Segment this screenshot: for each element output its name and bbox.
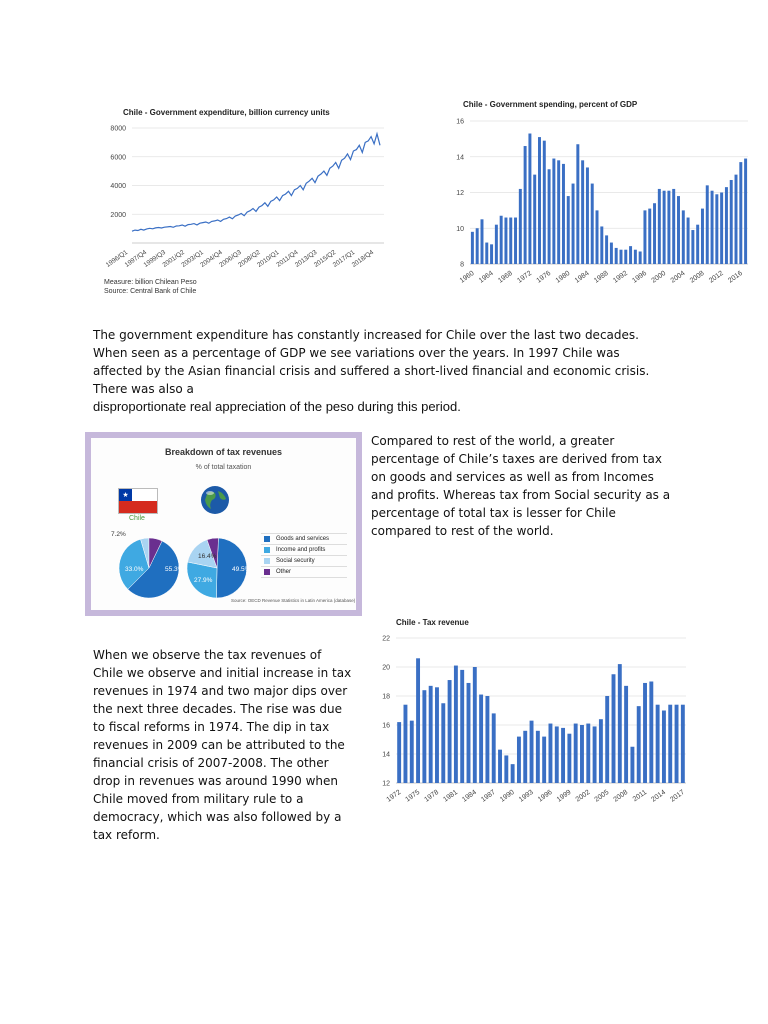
- legend-label-social: Social security: [276, 558, 315, 564]
- expenditure-source: Source: Central Bank of Chile: [104, 288, 197, 295]
- tax-revenue-ytick-label: 12: [382, 780, 390, 788]
- spending-bar: [538, 137, 541, 264]
- spending-bar: [620, 250, 623, 264]
- tax-revenue-ytick-label: 20: [382, 664, 390, 672]
- tax-revenue-bar: [504, 755, 508, 783]
- expenditure-xtick-label: 2010/Q1: [256, 248, 281, 269]
- spending-bar: [701, 209, 704, 264]
- tax-revenue-bar: [467, 683, 471, 783]
- spending-bar: [696, 225, 699, 264]
- spending-bar: [509, 218, 512, 264]
- spending-bar: [667, 191, 670, 264]
- spending-xtick-label: 1972: [516, 269, 534, 285]
- tax-revenue-bar: [555, 726, 559, 783]
- spending-bar: [543, 141, 546, 264]
- spending-bar: [691, 230, 694, 264]
- expenditure-xtick-label: 2013/Q3: [293, 248, 319, 269]
- tax-revenue-bar: [479, 695, 483, 783]
- expenditure-xtick-label: 2004/Q4: [199, 248, 224, 269]
- spending-bar: [557, 160, 560, 264]
- tax-revenue-bar: [498, 750, 502, 783]
- tax-breakdown-title: Breakdown of tax revenues: [164, 447, 283, 457]
- tax-revenue-bar: [630, 747, 634, 783]
- tax-revenue-xtick-label: 1999: [555, 788, 573, 804]
- tax-breakdown-figure: [85, 432, 362, 616]
- spending-ytick-label: 16: [456, 118, 464, 126]
- expenditure-xtick-label: 2001/Q2: [161, 248, 186, 269]
- tax-revenue-bar: [542, 737, 546, 783]
- tax-revenue-xtick-label: 2017: [669, 788, 686, 804]
- spending-bar: [629, 246, 632, 264]
- expenditure-ytick-label: 8000: [110, 125, 126, 133]
- tax-revenue-plot: [368, 628, 713, 823]
- expenditure-chart-title: Chile - Government expenditure, billion currency units: [123, 108, 330, 117]
- tax-revenue-xtick-label: 1984: [461, 788, 478, 804]
- spending-bar: [471, 232, 474, 264]
- spending-xtick-label: 1964: [477, 269, 495, 285]
- expenditure-xtick-label: 1997/Q4: [123, 248, 149, 269]
- tax-revenue-xtick-label: 1978: [423, 788, 441, 804]
- legend-item-goods: [261, 534, 347, 545]
- tax-revenue-bar: [429, 686, 433, 783]
- spending-bar: [639, 251, 642, 264]
- spending-bar: [643, 210, 646, 264]
- tax-revenue-xtick-label: 2008: [612, 788, 630, 804]
- spending-bar: [711, 191, 714, 264]
- tax-revenue-ytick-label: 18: [382, 693, 390, 701]
- tax-revenue-xtick-label: 2005: [593, 788, 611, 804]
- tax-revenue-bar: [649, 682, 653, 784]
- tax-revenue-bar: [536, 731, 540, 783]
- spending-bar: [615, 248, 618, 264]
- expenditure-series-line: [132, 134, 380, 231]
- spending-bar: [605, 235, 608, 264]
- tax-revenue-chart: [368, 610, 713, 820]
- tax-revenue-bar: [586, 724, 590, 783]
- spending-chart-title: Chile - Government spending, percent of GDP: [463, 100, 638, 109]
- pie-data-label: 27.9%: [194, 577, 213, 584]
- spending-bar: [725, 187, 728, 264]
- chile-flag-icon: ★: [118, 488, 158, 514]
- expenditure-xtick-label: 2008/Q2: [237, 248, 262, 269]
- spending-xtick-label: 2012: [708, 269, 725, 285]
- tax-revenue-xtick-label: 1996: [536, 788, 554, 804]
- spending-bar: [663, 191, 666, 264]
- tax-revenue-ytick-label: 16: [382, 722, 390, 730]
- spending-ytick-label: 8: [460, 261, 464, 269]
- spending-bar: [495, 225, 498, 264]
- tax-revenue-bar: [618, 664, 622, 783]
- spending-bar: [524, 146, 527, 264]
- spending-xtick-label: 1984: [573, 269, 591, 285]
- expenditure-xtick-label: 2006/Q3: [218, 248, 243, 269]
- legend-label-income: Income and profits: [276, 547, 326, 553]
- expenditure-xtick-label: 1996/Q1: [104, 248, 130, 269]
- tax-revenue-bar: [593, 726, 597, 783]
- tax-revenue-ytick-label: 14: [382, 751, 390, 759]
- spending-xtick-label: 1976: [535, 269, 553, 285]
- spending-xtick-label: 1960: [458, 269, 476, 285]
- spending-bar: [735, 175, 738, 264]
- spending-bar: [682, 210, 685, 264]
- tax-revenue-bar: [416, 658, 420, 783]
- tax-revenue-bar: [681, 705, 685, 783]
- legend-label-other: Other: [276, 569, 292, 575]
- pie-data-label: 33.0%: [125, 566, 144, 573]
- spending-bar: [648, 209, 651, 264]
- spending-bar: [519, 189, 522, 264]
- spending-xtick-label: 1980: [554, 269, 572, 285]
- paragraph-expenditure-part2: disproportionate real appreciation of the peso during this period.: [93, 399, 461, 414]
- spending-bar: [548, 169, 551, 264]
- legend-item-income: [261, 545, 347, 556]
- legend-label-goods: Goods and services: [276, 536, 330, 542]
- chile-label: Chile: [129, 515, 145, 522]
- tax-breakdown-subtitle: % of total taxation: [195, 464, 252, 471]
- expenditure-ytick-label: 6000: [110, 154, 126, 162]
- paragraph-expenditure-part1: The government expenditure has constantly increased for Chile over the last two decades. When seen as a percentage of GDP we see variations over the years. In 1997 Chile was affected by the Asian financial crisis and suffered a short-lived financial and economic crisis. There was also a: [93, 328, 650, 396]
- pie-data-label: 49.5%: [232, 566, 251, 573]
- tax-revenue-bar: [441, 703, 445, 783]
- tax-revenue-bar: [637, 706, 641, 783]
- paragraph-expenditure: [93, 326, 663, 416]
- tax-revenue-bar: [574, 724, 578, 783]
- spending-ytick-label: 12: [456, 190, 464, 197]
- tax-revenue-bar: [492, 713, 496, 783]
- spending-bar: [624, 250, 627, 264]
- spending-xtick-label: 1996: [631, 269, 649, 285]
- spending-bar: [528, 134, 531, 264]
- tax-revenue-xtick-label: 1990: [499, 788, 516, 804]
- spending-xtick-label: 2016: [727, 269, 744, 285]
- spending-bar: [634, 250, 637, 264]
- tax-breakdown-legend: [261, 533, 347, 578]
- spending-bar: [677, 196, 680, 264]
- legend-item-social: [261, 556, 347, 567]
- tax-revenue-bar: [530, 721, 534, 783]
- spending-bar: [476, 228, 479, 264]
- tax-revenue-bar: [662, 711, 666, 784]
- spending-plot: [440, 106, 750, 301]
- spending-xtick-label: 1992: [612, 269, 629, 285]
- spending-bar: [576, 144, 579, 264]
- expenditure-xtick-label: 2003/Q1: [180, 248, 205, 269]
- spending-bar: [715, 194, 718, 264]
- spending-bar: [533, 175, 536, 264]
- spending-bar: [730, 180, 733, 264]
- tax-revenue-bar: [511, 764, 515, 783]
- paragraph-tax-breakdown: Compared to rest of the world, a greater percentage of Chile’s taxes are derived from tax on goods and services as well as from Incomes and profits. Whereas tax from Social security as a percentage of total tax is lesser for Chile compared to rest of the world.: [371, 434, 671, 538]
- spending-xtick-label: 2008: [688, 269, 706, 285]
- tax-revenue-bar: [448, 680, 452, 783]
- tax-breakdown-source: Source: OECD Revenue Statistics in Latin America (database): [231, 598, 356, 603]
- spending-bar: [600, 226, 603, 264]
- expenditure-ytick-label: 2000: [110, 211, 126, 219]
- spending-xtick-label: 2004: [669, 269, 687, 285]
- spending-bar: [581, 160, 584, 264]
- tax-revenue-xtick-label: 1993: [517, 788, 535, 804]
- tax-revenue-chart-title: Chile - Tax revenue: [396, 618, 469, 627]
- spending-ytick-label: 14: [456, 154, 464, 162]
- spending-xtick-label: 1968: [497, 269, 514, 285]
- spending-bar: [567, 196, 570, 264]
- tax-revenue-bar: [675, 705, 679, 783]
- spending-bar: [586, 167, 589, 264]
- tax-revenue-bar: [612, 674, 616, 783]
- tax-revenue-xtick-label: 2014: [650, 788, 668, 804]
- tax-breakdown-pies: [91, 438, 356, 610]
- spending-bar: [596, 210, 599, 264]
- spending-chart: [440, 92, 750, 302]
- tax-revenue-bar: [485, 696, 489, 783]
- expenditure-xtick-label: 2018/Q4: [350, 248, 376, 269]
- tax-revenue-bar: [460, 670, 464, 783]
- spending-bar: [552, 159, 555, 264]
- spending-bar: [658, 189, 661, 264]
- paragraph-tax-revenue: When we observe the tax revenues of Chile we observe and initial increase in tax revenues in 1974 and two major dips over the next three decades. The rise was due to fiscal reforms in 1974. The dip in tax revenues in 2009 can be attributed to the financial crisis of 2007-2008. The other drop in revenues was around 1990 when Chile moved from military rule to a democracy, which was also followed by a tax reform.: [93, 648, 352, 842]
- expenditure-xtick-label: 2015/Q2: [312, 248, 338, 269]
- tax-revenue-bar: [656, 705, 660, 783]
- spending-bar: [672, 189, 675, 264]
- spending-bar: [610, 243, 613, 264]
- tax-revenue-ytick-label: 22: [382, 635, 390, 643]
- tax-revenue-xtick-label: 1975: [404, 788, 422, 804]
- tax-revenue-bar: [523, 731, 527, 783]
- tax-revenue-bar: [435, 687, 439, 783]
- tax-revenue-bar: [668, 705, 672, 783]
- expenditure-chart: [92, 100, 392, 320]
- spending-bar: [706, 185, 709, 264]
- tax-revenue-bar: [517, 737, 521, 783]
- expenditure-ytick-label: 4000: [110, 183, 126, 190]
- tax-revenue-bar: [561, 728, 565, 783]
- spending-bar: [720, 193, 723, 265]
- spending-bar: [744, 159, 747, 264]
- tax-revenue-xtick-label: 2011: [631, 788, 649, 804]
- spending-bar: [562, 164, 565, 264]
- tax-revenue-bar: [605, 696, 609, 783]
- tax-revenue-bar: [473, 667, 477, 783]
- spending-xtick-label: 2000: [650, 269, 668, 285]
- spending-bar: [490, 244, 493, 264]
- expenditure-xtick-label: 2017/Q1: [331, 248, 357, 269]
- tax-revenue-bar: [410, 721, 414, 783]
- expenditure-xtick-label: 2011/Q4: [275, 248, 300, 269]
- tax-revenue-bar: [422, 690, 426, 783]
- pie-data-label: 16.4%: [198, 553, 217, 560]
- tax-breakdown-panel: [91, 438, 356, 610]
- tax-revenue-xtick-label: 1981: [442, 788, 460, 804]
- tax-revenue-bar: [643, 683, 647, 783]
- spending-bar: [485, 243, 488, 264]
- tax-revenue-xtick-label: 2002: [574, 788, 592, 804]
- tax-revenue-bar: [397, 722, 401, 783]
- tax-revenue-bar: [599, 719, 603, 783]
- spending-ytick-label: 10: [456, 225, 464, 233]
- tax-revenue-bar: [624, 686, 628, 783]
- tax-revenue-bar: [567, 734, 571, 783]
- tax-revenue-bar: [454, 666, 458, 783]
- expenditure-measure: Measure: billion Chilean Peso: [104, 279, 197, 286]
- pie-data-label: 55.3%: [165, 566, 184, 573]
- spending-bar: [481, 219, 484, 264]
- tax-revenue-bar: [580, 725, 584, 783]
- spending-bar: [500, 216, 503, 264]
- spending-bar: [653, 203, 656, 264]
- legend-item-other: [261, 567, 347, 578]
- spending-bar: [504, 218, 507, 264]
- spending-bar: [514, 218, 517, 264]
- tax-revenue-xtick-label: 1972: [385, 788, 403, 804]
- spending-bar: [572, 184, 575, 264]
- tax-revenue-bar: [549, 724, 553, 783]
- tax-revenue-bar: [404, 705, 408, 783]
- tax-revenue-xtick-label: 1987: [480, 788, 497, 804]
- spending-xtick-label: 1988: [592, 269, 610, 285]
- spending-bar: [687, 218, 690, 264]
- expenditure-xtick-label: 1999/Q3: [142, 248, 167, 269]
- spending-bar: [739, 162, 742, 264]
- pie-data-label: 7.2%: [111, 531, 126, 538]
- spending-bar: [591, 184, 594, 264]
